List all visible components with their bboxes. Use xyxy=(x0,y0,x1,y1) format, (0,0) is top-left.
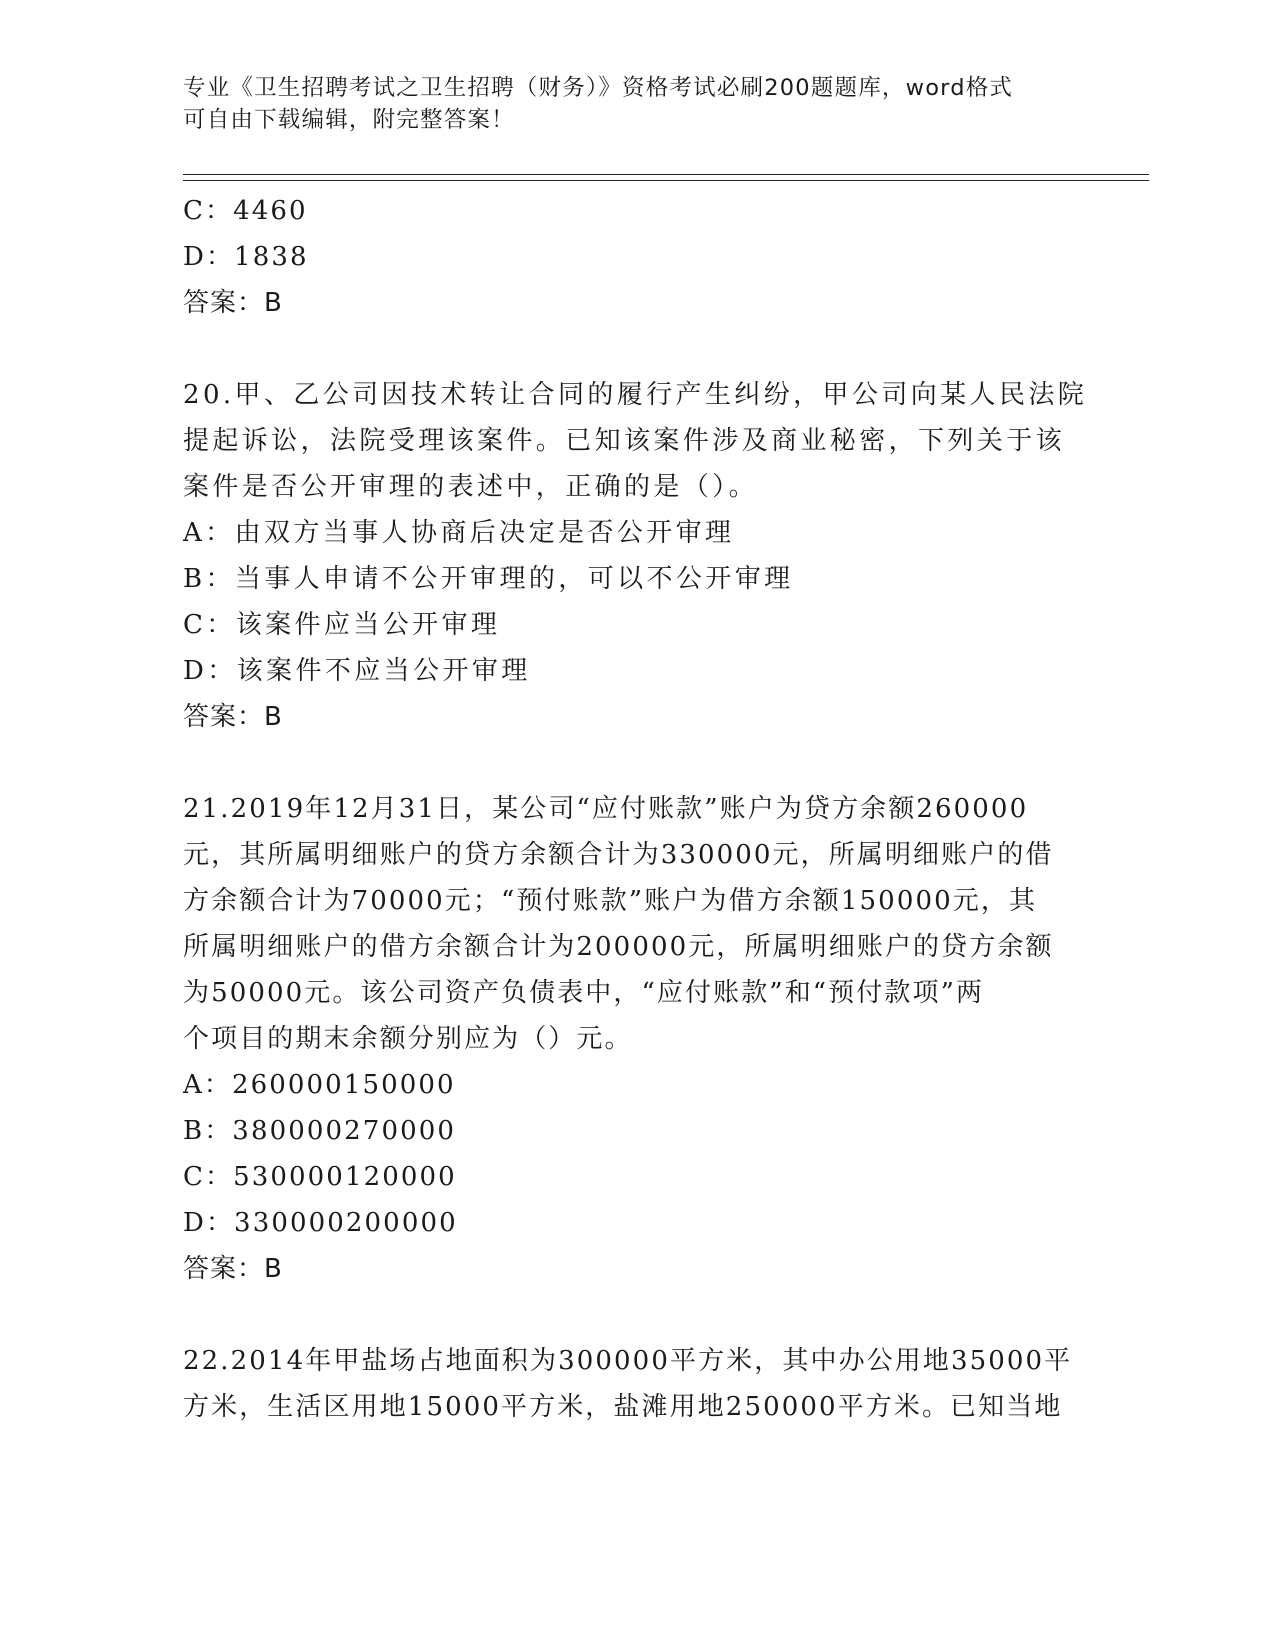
option-c: C：530000120000 xyxy=(183,1162,457,1192)
header-divider-bottom xyxy=(183,180,1149,181)
answer-label: 答案：B xyxy=(183,288,283,318)
question-stem-line: 20.甲、乙公司因技术转让合同的履行产生纠纷，甲公司向某人民法院 xyxy=(183,380,1088,410)
question-22 xyxy=(183,1338,1083,1430)
question-20 xyxy=(183,372,1088,740)
header-line: 可自由下载编辑，附完整答案！ xyxy=(183,107,515,133)
option-a: A：由双方当事人协商后决定是否公开审理 xyxy=(183,518,735,548)
question-list xyxy=(183,188,1088,1430)
option-c: C：该案件应当公开审理 xyxy=(183,610,501,640)
question-stem-line: 方米，生活区用地15000平方米，盐滩用地250000平方米。已知当地 xyxy=(183,1392,1063,1422)
answer-label: 答案：B xyxy=(183,1254,283,1284)
question-stem-line: 21.2019年12月31日，某公司“应付账款”账户为贷方余额260000 xyxy=(183,794,1029,824)
answer-label: 答案：B xyxy=(183,702,283,732)
question-stem-line: 元，其所属明细账户的贷方余额合计为330000元，所属明细账户的借 xyxy=(183,840,1054,870)
option-b: B：当事人申请不公开审理的，可以不公开审理 xyxy=(183,564,794,594)
header-line: 专业《卫生招聘考试之卫生招聘（财务）》资格考试必刷200题题库，word格式 xyxy=(183,75,1014,101)
option-d: D：1838 xyxy=(183,242,309,272)
spacer xyxy=(183,1292,1083,1338)
spacer xyxy=(183,326,1083,372)
question-stem-line: 案件是否公开审理的表述中，正确的是（）。 xyxy=(183,472,759,502)
option-d: D：330000200000 xyxy=(183,1208,458,1238)
question-stem-line: 22.2014年甲盐场占地面积为300000平方米，其中办公用地35000平 xyxy=(183,1346,1073,1376)
document-header xyxy=(183,72,1063,136)
question-stem-line: 所属明细账户的借方余额合计为200000元，所属明细账户的贷方余额 xyxy=(183,932,1054,962)
question-stem-line: 个项目的期末余额分别应为（）元。 xyxy=(183,1024,633,1054)
question-stem-line: 为50000元。该公司资产负债表中，“应付账款”和“预付款项”两 xyxy=(183,978,985,1008)
option-a: A：260000150000 xyxy=(183,1070,456,1100)
question-stem-line: 提起诉讼，法院受理该案件。已知该案件涉及商业秘密，下列关于该 xyxy=(183,426,1066,456)
option-d: D：该案件不应当公开审理 xyxy=(183,656,531,686)
option-c: C：4460 xyxy=(183,196,308,226)
spacer xyxy=(183,740,1083,786)
question-21 xyxy=(183,786,1083,1292)
option-b: B：380000270000 xyxy=(183,1116,457,1146)
header-divider-top xyxy=(183,174,1149,175)
question-19-tail xyxy=(183,188,1083,326)
question-stem-line: 方余额合计为70000元；“预付账款”账户为借方余额150000元，其 xyxy=(183,886,1038,916)
